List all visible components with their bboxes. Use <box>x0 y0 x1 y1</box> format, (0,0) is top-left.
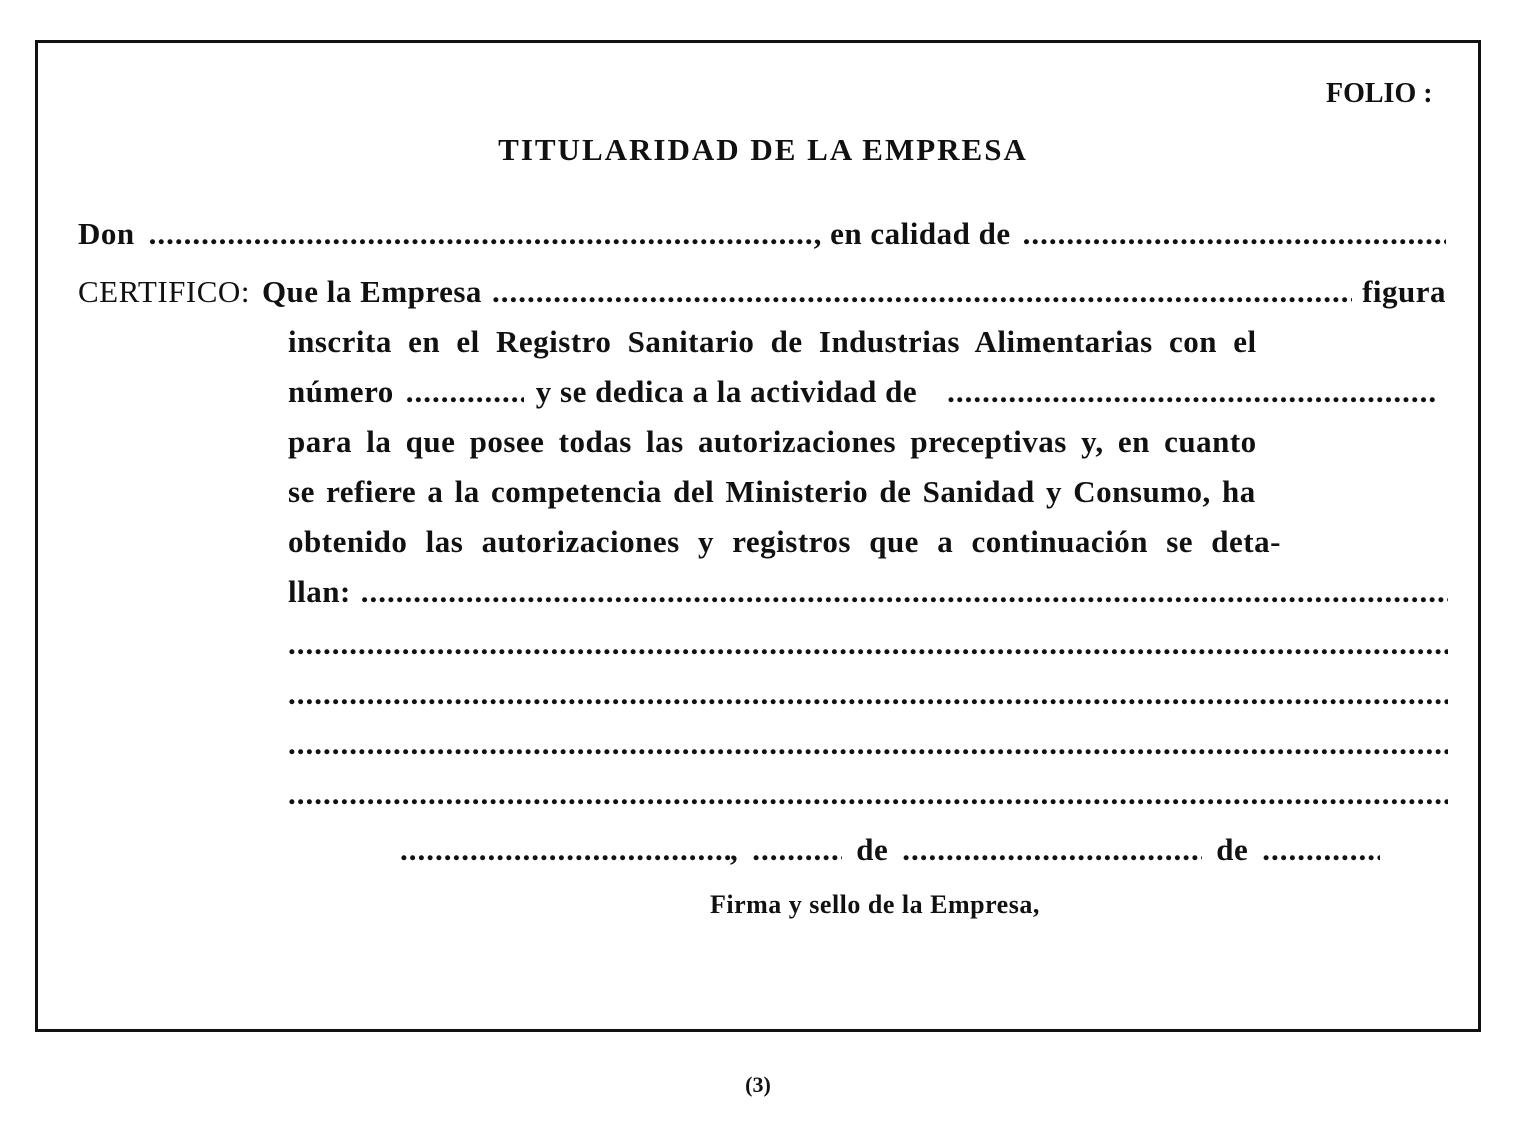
folio-label: FOLIO : <box>1326 78 1433 109</box>
dedica-label: y se dedica a la actividad de <box>535 374 918 409</box>
don-label: Don <box>78 216 135 251</box>
detalle-line-3 <box>288 676 1448 713</box>
llan-line <box>288 574 1448 611</box>
calidad-field[interactable] <box>1023 216 1446 253</box>
date-line <box>400 832 1400 869</box>
para-text: para la que posee todas las autorizaciones preceptivas y, en cuanto <box>288 424 1257 459</box>
detalle-field-2[interactable] <box>288 626 1448 663</box>
refiere-text: se refiere a la competencia del Ministerio de Sanidad y Consumo, ha <box>288 474 1256 509</box>
year-field[interactable] <box>1262 832 1380 869</box>
actividad-field[interactable] <box>947 374 1438 411</box>
detalle-field-3[interactable] <box>288 676 1448 713</box>
line-inscrita <box>288 324 1448 360</box>
detalle-line-4 <box>288 726 1448 763</box>
date-comma: , <box>730 832 739 867</box>
signature-label: Firma y sello de la Empresa, <box>710 890 1040 919</box>
numero-line <box>288 374 1448 411</box>
month-field[interactable] <box>902 832 1202 869</box>
numero-field[interactable] <box>406 374 524 411</box>
figura-label: figura <box>1362 274 1446 309</box>
line-obtenido <box>288 524 1448 560</box>
page-number: (3) <box>745 1072 771 1097</box>
detalle-line-2 <box>288 626 1448 663</box>
line-refiere <box>288 474 1448 510</box>
line-para <box>288 424 1448 460</box>
empresa-field[interactable] <box>492 274 1352 311</box>
numero-label: número <box>288 374 394 409</box>
detalle-field-5[interactable] <box>288 776 1448 813</box>
certifico-label: CERTIFICO: <box>78 274 250 309</box>
date-de-1: de <box>856 832 889 867</box>
place-field[interactable] <box>400 832 730 869</box>
certifico-line <box>78 274 1446 311</box>
llan-label: llan: <box>288 574 351 609</box>
detalle-field-1[interactable] <box>361 574 1448 611</box>
day-field[interactable] <box>752 832 842 869</box>
inscrita-text: inscrita en el Registro Sanitario de Industrias Alimentarias con el <box>288 324 1257 359</box>
obtenido-text: obtenido las autorizaciones y registros que a continuación se deta- <box>288 524 1281 559</box>
detalle-field-4[interactable] <box>288 726 1448 763</box>
don-line <box>78 216 1446 253</box>
don-name-field[interactable] <box>149 216 814 253</box>
date-de-2: de <box>1216 832 1249 867</box>
detalle-line-5 <box>288 776 1448 813</box>
calidad-label: , en calidad de <box>813 216 1011 251</box>
form-title: TITULARIDAD DE LA EMPRESA <box>498 132 1028 167</box>
que-empresa-label: Que la Empresa <box>261 274 482 309</box>
